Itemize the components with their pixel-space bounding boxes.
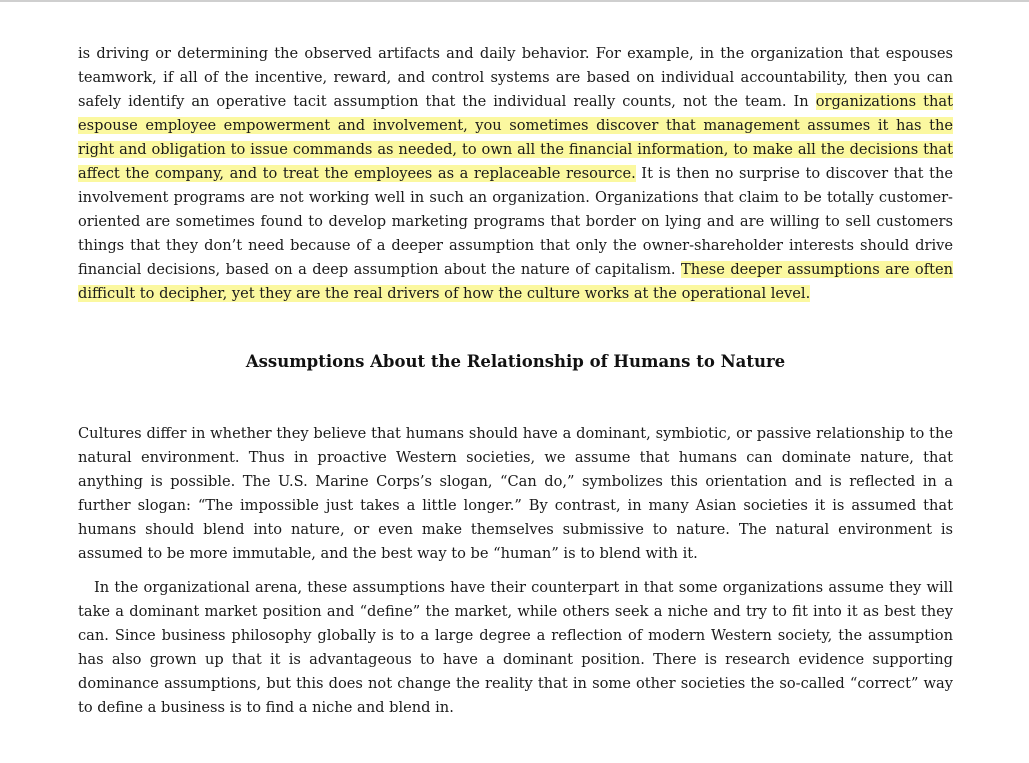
highlight-1[interactable]: organizations that espouse employee empowerment and involvement, you sometimes discover that management assumes it has the right and obligation to issue commands as needed, to own all the financial information, to make all the decisions that affect the company, and to treat the employees as a replaceable resource.: [78, 93, 953, 182]
paragraph-1: [78, 42, 953, 306]
paragraph-3: In the organizational arena, these assumptions have their counterpart in that some organizations assume they will take a dominant market position and “define” the market, while others seek a niche and try to fit into it as best they can. Since business philosophy globally is to a large degree a reflection of modern Western society, the assumption has also grown up that it is advantageous to have a dominant position. There is research evidence supporting dominance assumptions, but this does not change the reality that in some other societies the so-called “correct” way to define a business is to find a niche and blend in.: [78, 579, 953, 716]
paragraph-1-text-a: is driving or determining the observed artifacts and daily behavior. For example, in the organization that espouses teamwork, if all of the incentive, reward, and control systems are based on individual accountability, then you can safely identify an operative tacit assumption that the individual really counts, not the team. In: [78, 45, 953, 110]
highlight-2[interactable]: These deeper assumptions are often difficult to decipher, yet they are the real drivers of how the culture works at the operational level.: [78, 261, 954, 302]
top-border-rule: [0, 0, 1029, 2]
document-page: [78, 42, 953, 720]
section-heading: Assumptions About the Relationship of Humans to Nature: [245, 352, 786, 371]
paragraph-2: Cultures differ in whether they believe that humans should have a dominant, symbiotic, or passive relationship to the natural environment. Thus in proactive Western societies, we assume that humans can dominate nature, that anything is possible. The U.S. Marine Corps’s slogan, “Can do,” symbolizes this orientation and is reflected in a further slogan: “The impossible just takes a little longer.” By contrast, in many Asian societies it is assumed that humans should blend into nature, or even make themselves submissive to nature. The natural environment is assumed to be more immutable, and the best way to be “human” is to blend with it.: [78, 425, 953, 562]
paragraph-1-text-b: It is then no surprise to discover that the involvement programs are not working well in such an organization. Organizations that claim to be totally customer-oriented are sometimes found to develop marketing programs that border on lying and are willing to sell customers things that they don’t need because of a deeper assumption that only the owner-shareholder interests should drive financial decisions, based on a deep assumption about the nature of capitalism.: [78, 165, 953, 278]
